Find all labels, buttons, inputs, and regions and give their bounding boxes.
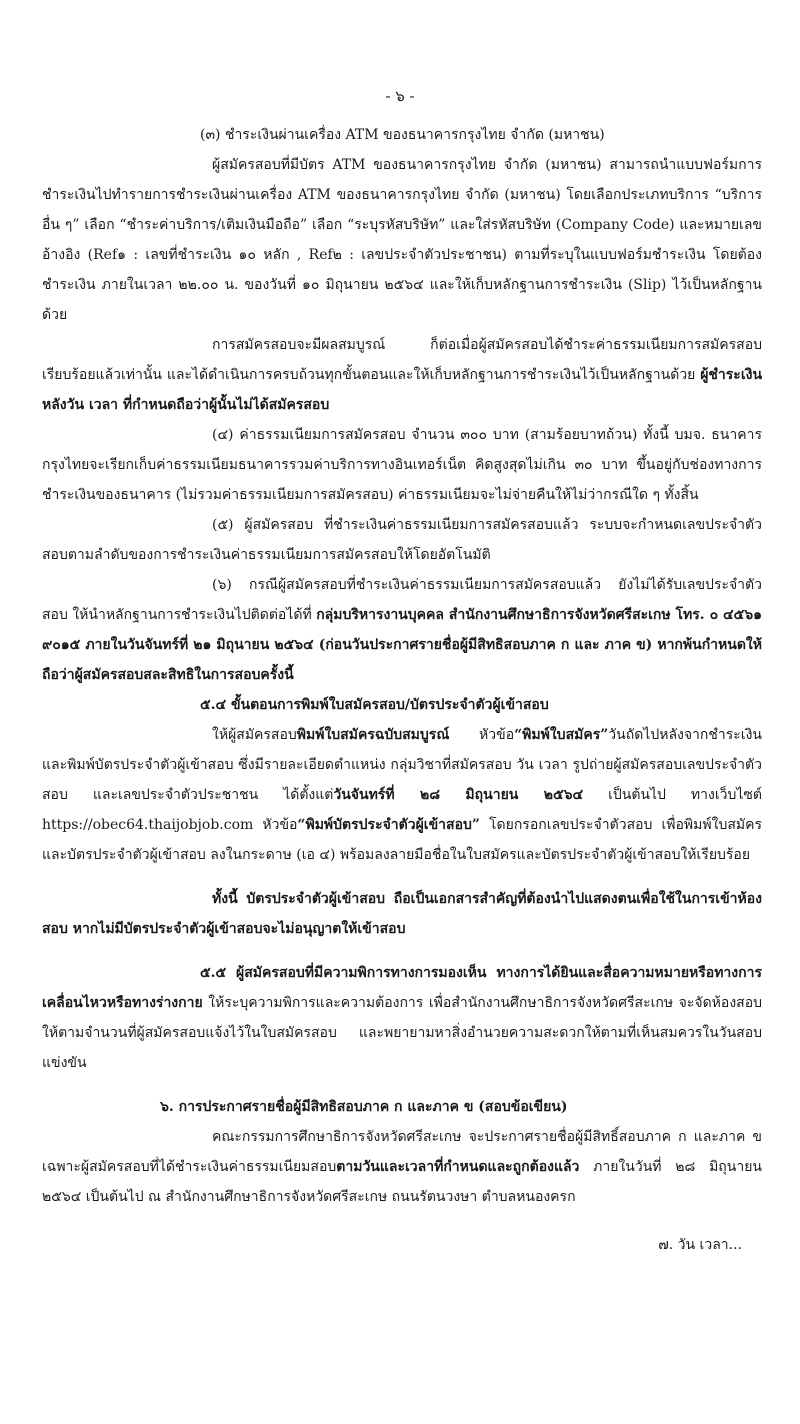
s54-text-i: โดยกรอกเลขประจำตัวสอบ เพื่อพิมพ์ใบสมัครและบัตรประจำตัวผู้เข้าสอบ ลงในกระดาษ (เอ ๔) พร้อมลงลายมือชื่อในใบสมัครและบัตรประจำตัวผู้เข้าสอบให้เรียบร้อย bbox=[42, 817, 762, 863]
s54-bold-b: พิมพ์ใบสมัครฉบับสมบูรณ์ bbox=[296, 727, 450, 743]
s54-bold-h: “พิมพ์บัตรประจำตัวผู้เข้าสอบ” bbox=[297, 817, 480, 833]
payment-method-atm-item: (๓) ชำระเงินผ่านเครื่อง ATM ของธนาคารกรุงไทย จำกัด (มหาชน) bbox=[200, 127, 605, 143]
next-page-marker: ๗. วัน เวลา... bbox=[658, 1237, 742, 1253]
s55-text: ให้ระบุความพิการและความต้องการ เพื่อสำนักงานศึกษาธิการจังหวัดศรีสะเกษ จะจัดห้องสอบให้ตามจำนวนที่ผู้สมัครสอบแจ้งไว้ในใบสมัครสอบ และพยายามหาสิ่งอำนวยความสะดวกให้ตามที่เห็นสมควรในวันสอบแข่งขัน bbox=[42, 995, 762, 1071]
s54-text-g: เป็นต้นไป ทางเว็บไซต์ https://obec64.thaijobjob.com หัวข้อ bbox=[42, 787, 762, 833]
s54-bold-d: “พิมพ์ใบสมัคร” bbox=[514, 727, 609, 743]
s6-text-a: คณะกรรมการศึกษาธิการจังหวัดศรีสะเกษ จะประกาศรายชื่อผู้มีสิทธิ์สอบภาค ก และภาค ข เฉพาะผู้สมัครสอบที่ได้ชำระเงินค่าธรรมเนียมสอบ bbox=[42, 1129, 762, 1175]
missing-exam-number-paragraph bbox=[42, 570, 762, 690]
s54-bold-f: วันจันทร์ที่ ๒๘ มิถุนายน ๒๕๖๔ bbox=[333, 787, 584, 803]
document-body bbox=[42, 120, 762, 1260]
contact-info: กลุ่มบริหารงานบุคคล สำนักงานศึกษาธิการจังหวัดศรีสะเกษ โทร. ๐ ๔๕๖๑ ๙๐๑๕ ภายในวันจันทร์ที่ ๒๑ มิถุนายน ๒๕๖๔ (ก่อนวันประกาศรายชื่อผู้มีสิทธิสอบภาค ก และ ภาค ข) หากพ้นกำหนดให้ถือว่าผู้สมัครสอบสละสิทธิในการสอบครั้งนี้ bbox=[42, 607, 763, 683]
s54-text-c: หัวข้อ bbox=[449, 727, 515, 743]
missing-exam-number-text: (๖) กรณีผู้สมัครสอบที่ชำระเงินค่าธรรมเนียมการสมัครสอบแล้ว ยังไม่ได้รับเลขประจำตัวสอบ ให้นำหลักฐานการชำระเงินไปติดต่อได้ที่ bbox=[42, 577, 762, 623]
fee-paragraph: (๔) ค่าธรรมเนียมการสมัครสอบ จำนวน ๓๐๐ บาท (สามร้อยบาทถ้วน) ทั้งนี้ บมจ. ธนาคารกรุงไทยจะเรียกเก็บค่าธรรมเนียมธนาคารรวมค่าบริการทางอินเทอร์เน็ต คิดสูงสุดไม่เกิน ๓๐ บาท ขึ้นอยู่กับช่องทางการชำระเงินของธนาคาร (ไม่รวมค่าธรรมเนียมการสมัครสอบ) ค่าธรรมเนียมจะไม่จ่ายคืนให้ไม่ว่ากรณีใด ๆ ทั้งสิ้น bbox=[42, 427, 762, 503]
s55-bold: ๕.๕ ผู้สมัครสอบที่มีความพิการทางการมองเห็น ทางการได้ยินและสื่อความหมายหรือทางการเคลื่อนไหวหรือทางร่างกาย bbox=[42, 965, 762, 1011]
late-payment-warning: ผู้ชำระเงินหลังวัน เวลา ที่กำหนดถือว่าผู้นั้นไม่ได้สมัครสอบ bbox=[42, 367, 763, 413]
application-complete-paragraph bbox=[42, 330, 762, 420]
s6-text-c: ภายในวันที่ ๒๘ มิถุนายน ๒๕๖๔ เป็นต้นไป ณ สำนักงานศึกษาธิการจังหวัดศรีสะเกษ ถนนรัตนวงษา ตำบลหนองครก bbox=[42, 1159, 762, 1205]
s54-text-e: วันถัดไปหลังจากชำระเงิน และพิมพ์บัตรประจำตัวผู้เข้าสอบ ซึ่งมีรายละเอียดตำแหน่ง กลุ่มวิชาที่สมัครสอบ วัน เวลา รูปถ่ายผู้สมัครสอบเลขประจำตัวสอบ และเลขประจำตัวประชาชน ได้ตั้งแต่ bbox=[42, 727, 762, 803]
page-number: - ๖ - bbox=[385, 87, 415, 105]
section-6-heading: ๖. การประกาศรายชื่อผู้มีสิทธิสอบภาค ก และภาค ข (สอบข้อเขียน) bbox=[160, 1099, 568, 1115]
s6-bold-b: ตามวันและเวลาที่กำหนดและถูกต้องแล้ว bbox=[336, 1159, 580, 1175]
section-5-4-heading: ๕.๔ ขั้นตอนการพิมพ์ใบสมัครสอบ/บัตรประจำตัวผู้เข้าสอบ bbox=[200, 697, 549, 713]
application-complete-text: การสมัครสอบจะมีผลสมบูรณ์ ก็ต่อเมื่อผู้สมัครสอบได้ชำระค่าธรรมเนียมการสมัครสอบเรียบร้อยแล้วเท่านั้น และได้ดำเนินการครบถ้วนทุกขั้นตอนและให้เก็บหลักฐานการชำระเงินไว้เป็นหลักฐานด้วย bbox=[42, 337, 762, 383]
exam-number-paragraph: (๕) ผู้สมัครสอบ ที่ชำระเงินค่าธรรมเนียมการสมัครสอบแล้ว ระบบจะกำหนดเลขประจำตัวสอบตามลำดับของการชำระเงินค่าธรรมเนียมการสมัครสอบให้โดยอัตโนมัติ bbox=[42, 517, 762, 563]
admission-card-note: ทั้งนี้ บัตรประจำตัวผู้เข้าสอบ ถือเป็นเอกสารสำคัญที่ต้องนำไปแสดงตนเพื่อใช้ในการเข้าห้องสอบ หากไม่มีบัตรประจำตัวผู้เข้าสอบจะไม่อนุญาตให้เข้าสอบ bbox=[42, 891, 762, 937]
section-5-4-paragraph bbox=[42, 720, 762, 870]
section-6-paragraph bbox=[42, 1122, 762, 1212]
payment-atm-paragraph: ผู้สมัครสอบที่มีบัตร ATM ของธนาคารกรุงไทย จำกัด (มหาชน) สามารถนำแบบฟอร์มการชำระเงินไปทำรายการชำระเงินผ่านเครื่อง ATM ของธนาคารกรุงไทย จำกัด (มหาชน) โดยเลือกประเภทบริการ “บริการอื่น ๆ” เลือก “ชำระค่าบริการ/เติมเงินมือถือ” เลือก “ระบุรหัสบริษัท” และใส่รหัสบริษัท (Company Code) และหมายเลขอ้างอิง (Ref๑ : เลขที่ชำระเงิน ๑๐ หลัก , Ref๒ : เลขประจำตัวประชาชน) ตามที่ระบุในแบบฟอร์มชำระเงิน โดยต้องชำระเงิน ภายในเวลา ๒๒.๐๐ น. ของวันที่ ๑๐ มิถุนายน ๒๕๖๔ และให้เก็บหลักฐานการชำระเงิน (Slip) ไว้เป็นหลักฐานด้วย bbox=[42, 157, 762, 323]
section-5-5-paragraph bbox=[42, 958, 762, 1078]
s54-text-a: ให้ผู้สมัครสอบ bbox=[212, 727, 297, 743]
